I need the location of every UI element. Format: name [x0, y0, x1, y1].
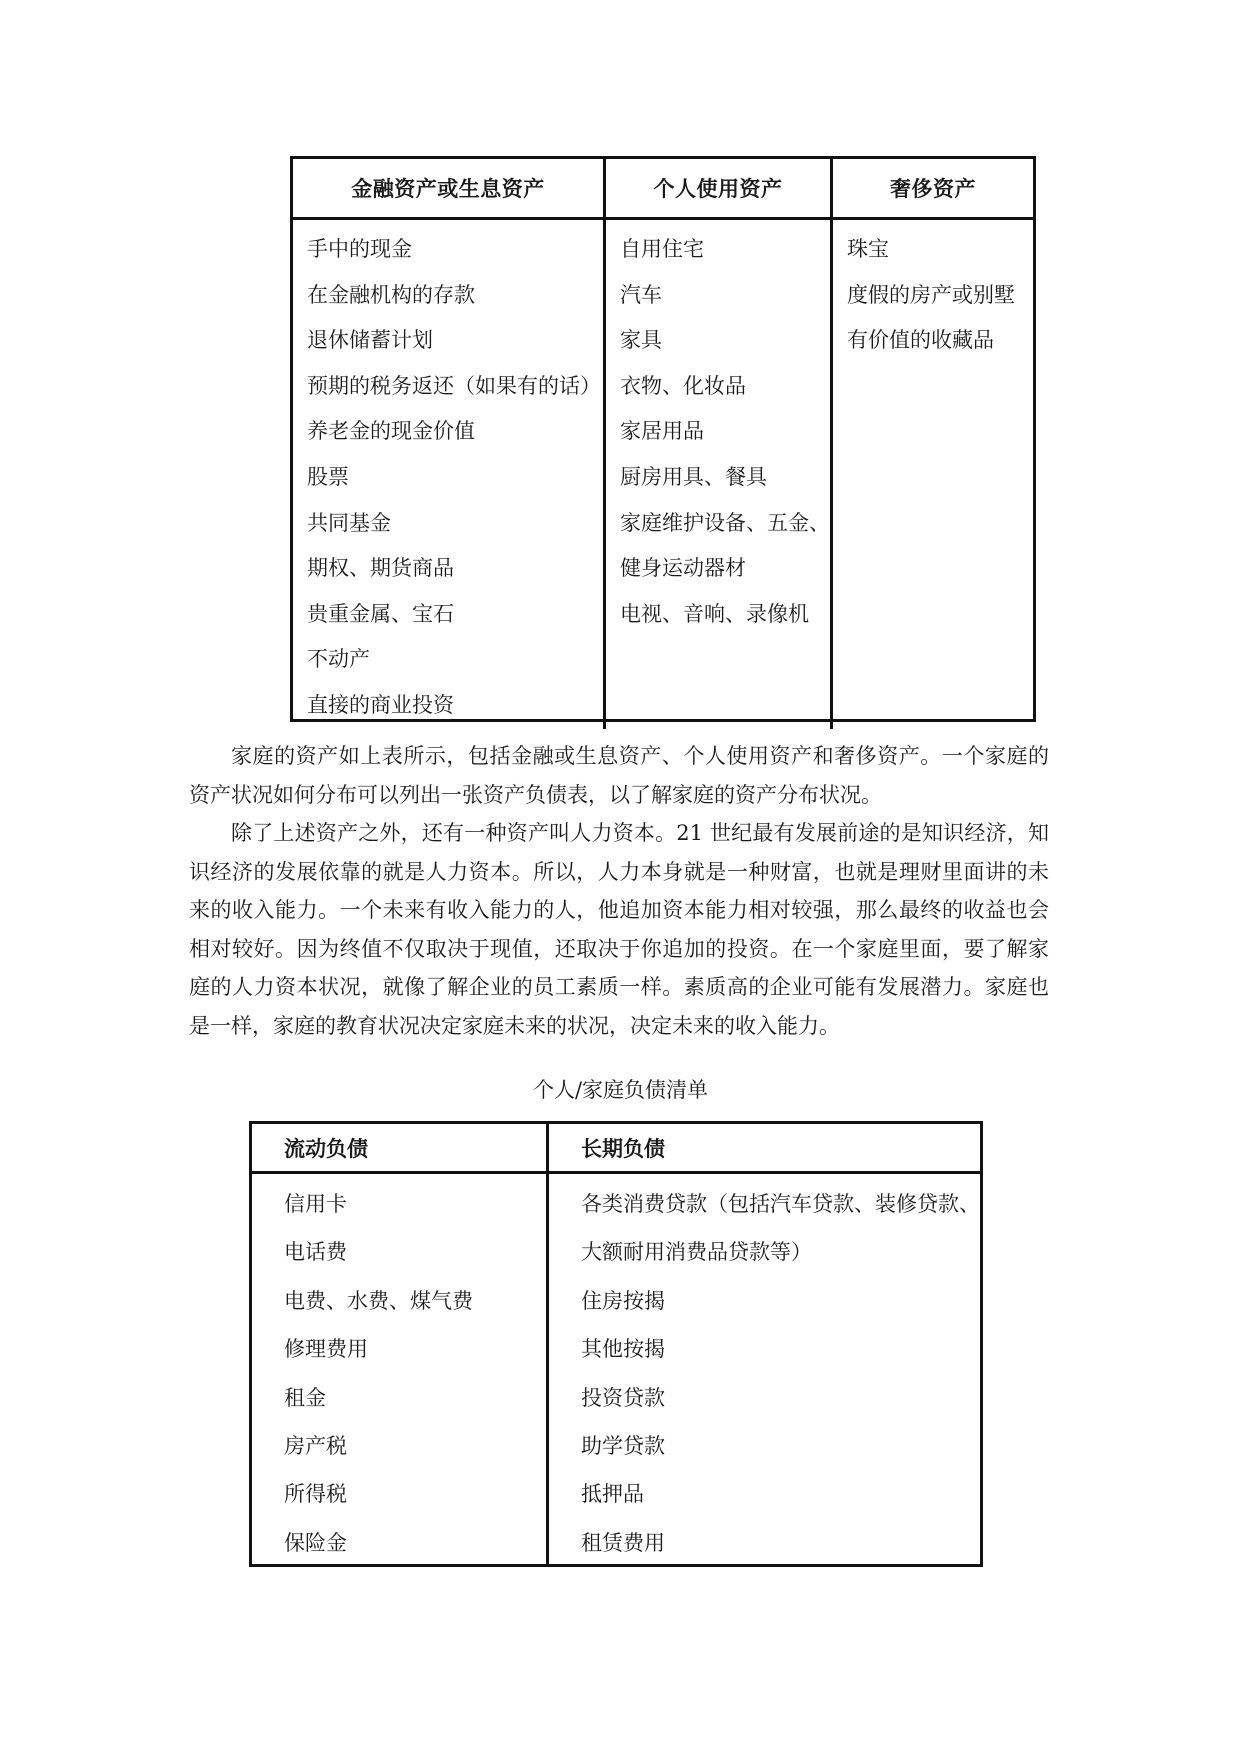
- list-item: 大额耐用消费品贷款等）: [581, 1240, 812, 1265]
- list-item: 家居用品: [620, 419, 704, 444]
- list-item: 修理费用: [284, 1337, 368, 1362]
- current-liabilities-column: [252, 1174, 549, 1567]
- list-item: 健身运动器材: [620, 556, 746, 581]
- list-item: 其他按揭: [581, 1337, 665, 1362]
- list-item: 直接的商业投资: [307, 692, 454, 717]
- list-item: 住房按揭: [581, 1288, 665, 1313]
- list-item: 电视、音响、录像机: [620, 601, 809, 626]
- header-current-liabilities: 流动负债: [252, 1124, 549, 1174]
- list-item: 手中的现金: [307, 237, 412, 261]
- list-item: 股票: [307, 464, 349, 489]
- paragraph-human-capital: 除了上述资产之外，还有一种资产叫人力资本。21 世纪最有发展前途的是知识经济，知识经济的发展依靠的就是人力资本。所以，人力本身就是一种财富，也就是理财里面讲的未来的收入能力。一个未来有收入能力的人，他追加资本能力相对较强，那么最终的收益也会相对较好。因为终值不仅取决于现值，还取决于你追加的投资。在一个家庭里面，要了解家庭的人力资本状况，就像了解企业的员工素质一样。素质高的企业可能有发展潜力。家庭也是一样，家庭的教育状况决定家庭未来的状况，决定未来的收入能力。: [189, 821, 1049, 1038]
- list-item: 电话费: [284, 1240, 347, 1265]
- list-item: 家庭维护设备、五金、: [620, 510, 830, 535]
- luxury-assets-column: [833, 220, 1033, 729]
- list-item: 预期的税务返还（如果有的话）: [307, 373, 601, 398]
- list-item: 租赁费用: [581, 1530, 665, 1555]
- list-item: 电费、水费、煤气费: [284, 1288, 473, 1313]
- personal-use-assets-column: [606, 220, 833, 729]
- asset-table: [290, 156, 1036, 722]
- long-term-liabilities-column: [549, 1174, 980, 1567]
- list-item: 退休储蓄计划: [307, 328, 433, 353]
- list-item: 在金融机构的存款: [307, 282, 475, 307]
- header-long-term-liabilities: 长期负债: [549, 1124, 980, 1174]
- list-item: 家具: [620, 328, 662, 353]
- list-item: 房产税: [284, 1433, 347, 1458]
- list-item: 信用卡: [284, 1192, 347, 1216]
- list-item: 各类消费贷款（包括汽车贷款、装修贷款、: [581, 1192, 980, 1216]
- header-personal-use-assets: 个人使用资产: [606, 159, 833, 220]
- header-luxury-assets: 奢侈资产: [833, 159, 1033, 220]
- list-item: 有价值的收藏品: [847, 328, 994, 353]
- list-item: 期权、期货商品: [307, 556, 454, 581]
- list-item: 自用住宅: [620, 237, 704, 261]
- list-item: 汽车: [620, 282, 662, 307]
- list-item: 珠宝: [847, 237, 889, 261]
- list-item: 不动产: [307, 647, 370, 672]
- list-item: 租金: [284, 1385, 326, 1410]
- header-financial-assets: 金融资产或生息资产: [293, 159, 606, 220]
- list-item: 贵重金属、宝石: [307, 601, 454, 626]
- financial-assets-column: [293, 220, 606, 729]
- liability-table: [249, 1121, 983, 1567]
- list-item: 抵押品: [581, 1482, 644, 1507]
- list-item: 投资贷款: [581, 1385, 665, 1410]
- list-item: 保险金: [284, 1530, 347, 1555]
- paragraph-assets-summary: 家庭的资产如上表所示，包括金融或生息资产、个人使用资产和奢侈资产。一个家庭的资产状况如何分布可以列出一张资产负债表，以了解家庭的资产分布状况。: [189, 744, 1049, 807]
- list-item: 厨房用具、餐具: [620, 464, 767, 489]
- list-item: 共同基金: [307, 510, 391, 535]
- list-item: 养老金的现金价值: [307, 419, 475, 444]
- list-item: 助学贷款: [581, 1433, 665, 1458]
- list-item: 度假的房产或别墅: [847, 282, 1015, 307]
- list-item: 衣物、化妆品: [620, 373, 746, 398]
- liability-table-caption: 个人/家庭负债清单: [532, 1078, 709, 1102]
- list-item: 所得税: [284, 1482, 347, 1507]
